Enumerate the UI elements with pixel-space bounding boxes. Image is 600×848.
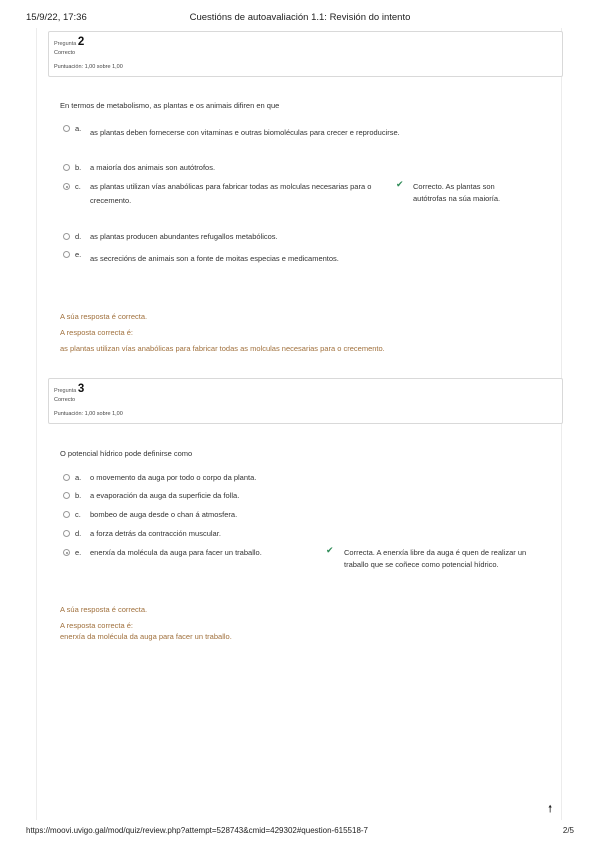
answer-text: bombeo de auga desde o chan á atmosfera. xyxy=(90,510,238,519)
answer-text: a forza detrás da contracción muscular. xyxy=(90,529,221,538)
answer-letter: d. xyxy=(75,232,82,241)
question-grade: Puntuación: 1,00 sobre 1,00 xyxy=(54,64,123,70)
question-text: O potencial hídrico pode definirse como xyxy=(60,449,193,458)
answer-text: as plantas deben fornecerse con vitaminas e outras biomoléculas para crecer e reproducirse. xyxy=(90,128,400,137)
question-grade: Puntuación: 1,00 sobre 1,00 xyxy=(54,411,123,417)
radio-button[interactable] xyxy=(63,492,70,499)
radio-button[interactable] xyxy=(63,530,70,537)
answer-text: a evaporación da auga da superficie da folla. xyxy=(90,491,240,500)
question-state: Correcto xyxy=(54,50,76,56)
question-state: Correcto xyxy=(54,397,76,403)
answer-letter: e. xyxy=(75,548,82,557)
answer-feedback: Correcto. As plantas son autótrofas na súa maioría. xyxy=(413,182,501,203)
answer-letter: c. xyxy=(75,182,81,191)
right-answer-label: A resposta correcta é: xyxy=(60,328,133,337)
page-number: 2/5 xyxy=(562,826,574,835)
answer-letter: b. xyxy=(75,491,82,500)
print-date: 15/9/22, 17:36 xyxy=(26,12,87,23)
page-frame xyxy=(36,28,562,820)
question-text: En termos de metabolismo, as plantas e os animais difiren en que xyxy=(60,101,280,110)
answer-text: as plantas producen abundantes refugallos metabólicos. xyxy=(90,232,278,241)
answer-text: as secrecións de animais son a fonte de moitas especias e medicamentos. xyxy=(90,254,339,263)
answer-letter: b. xyxy=(75,163,82,172)
radio-button[interactable] xyxy=(63,511,70,518)
check-icon: ✔ xyxy=(326,545,334,555)
radio-button[interactable] xyxy=(63,164,70,171)
answer-letter: a. xyxy=(75,124,82,133)
page-url: https://moovi.uvigo.gal/mod/quiz/review.php?attempt=528743&cmid=429302#question-615518-7 xyxy=(26,826,369,835)
right-answer-label: A resposta correcta é: xyxy=(60,621,133,630)
answer-feedback: Correcta. A enerxía libre da auga é quen de realizar un traballo que se coñece como potencial hídrico. xyxy=(344,548,527,569)
right-answer: enerxía da molécula da auga para facer un traballo. xyxy=(60,632,232,641)
answer-letter: e. xyxy=(75,250,82,259)
answer-letter: d. xyxy=(75,529,82,538)
answer-text: o movemento da auga por todo o corpo da planta. xyxy=(90,473,257,482)
question-number: Pregunta 2 xyxy=(54,36,85,48)
question-info-3 xyxy=(48,378,563,424)
question-number: Pregunta 3 xyxy=(54,383,85,395)
answer-text: a maioría dos animais son autótrofos. xyxy=(90,163,216,172)
answer-letter: a. xyxy=(75,473,82,482)
print-title: Cuestións de autoavaliación 1.1: Revisión do intento xyxy=(189,12,411,23)
answer-text: as plantas utilizan vías anabólicas para fabricar todas as molculas necesarias para o crecemento. xyxy=(90,182,372,205)
radio-button[interactable] xyxy=(63,474,70,481)
radio-button-selected[interactable] xyxy=(63,183,70,190)
question-info-2 xyxy=(48,31,563,77)
check-icon: ✔ xyxy=(396,179,404,189)
right-answer: as plantas utilizan vías anabólicas para fabricar todas as molculas necesarias para o crecemento. xyxy=(60,344,385,353)
outcome-text: A súa resposta é correcta. xyxy=(60,312,148,321)
print-header xyxy=(0,12,600,26)
radio-button[interactable] xyxy=(63,251,70,258)
radio-button[interactable] xyxy=(63,125,70,132)
outcome-text: A súa resposta é correcta. xyxy=(60,605,148,614)
answer-letter: c. xyxy=(75,510,81,519)
radio-button[interactable] xyxy=(63,233,70,240)
answer-text: enerxía da molécula da auga para facer un traballo. xyxy=(90,548,262,557)
radio-button-selected[interactable] xyxy=(63,549,70,556)
arrow-up-icon[interactable]: 🠕 xyxy=(548,804,553,815)
